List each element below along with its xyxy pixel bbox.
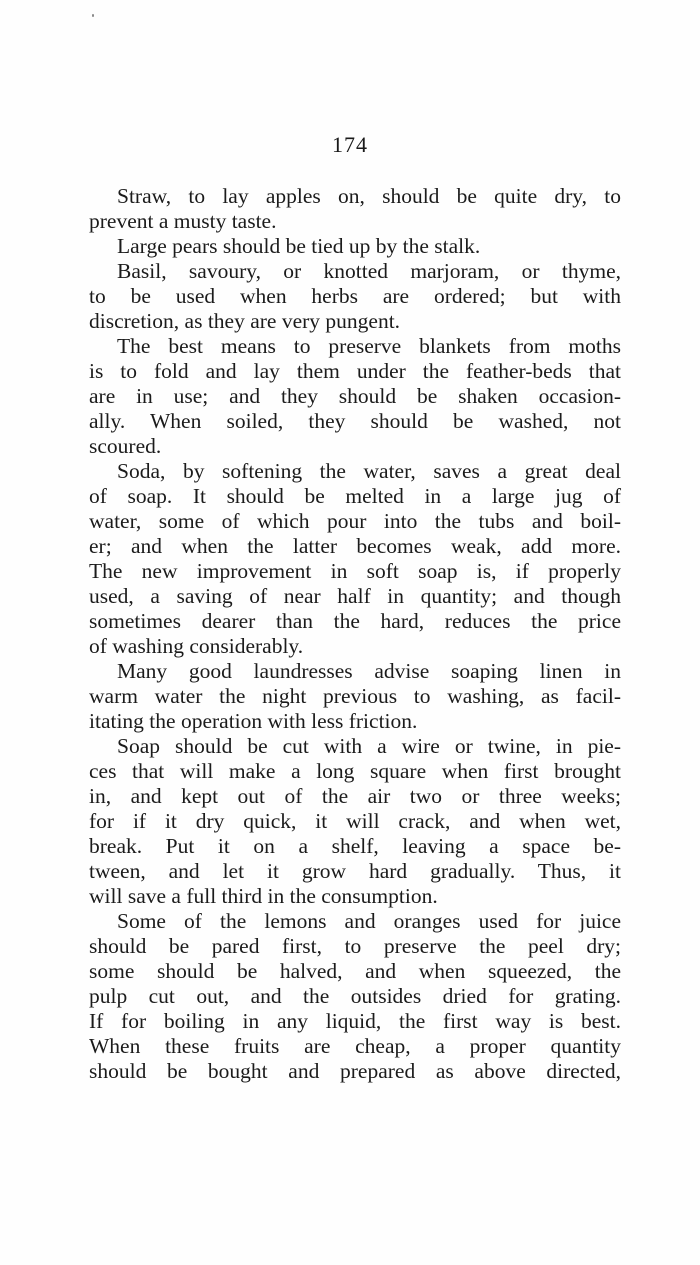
- page-number: 174: [332, 132, 368, 157]
- text-line: prevent a musty taste.: [89, 209, 277, 233]
- text-line: used, a saving of near half in quantity; and though: [89, 584, 621, 608]
- text-line: If for boiling in any liquid, the first way is best.: [89, 1009, 621, 1033]
- text-line: Basil, savoury, or knotted marjoram, or thyme,: [117, 259, 621, 283]
- text-line: er; and when the latter becomes weak, add more.: [89, 534, 621, 558]
- text-line: of soap. It should be melted in a large jug of: [89, 484, 621, 508]
- text-line: break. Put it on a shelf, leaving a space be-: [89, 834, 621, 858]
- text-line: scoured.: [89, 434, 162, 458]
- text-line: to be used when herbs are ordered; but with: [89, 284, 621, 308]
- text-line: warm water the night previous to washing, as facil-: [89, 684, 621, 708]
- text-line: of washing considerably.: [89, 634, 304, 658]
- text-line: itating the operation with less friction.: [89, 709, 418, 733]
- text-line: Soda, by softening the water, saves a great deal: [117, 459, 621, 483]
- text-line: ally. When soiled, they should be washed, not: [89, 409, 621, 433]
- paper-speck: [92, 14, 94, 17]
- text-line: The best means to preserve blankets from moths: [117, 334, 621, 358]
- text-line: The new improvement in soft soap is, if properly: [89, 559, 621, 583]
- text-line: is to fold and lay them under the feather-beds that: [89, 359, 621, 383]
- text-line: discretion, as they are very pungent.: [89, 309, 401, 333]
- text-line: should be pared first, to preserve the peel dry;: [89, 934, 621, 958]
- text-line: pulp cut out, and the outsides dried for grating.: [89, 984, 621, 1008]
- text-line: are in use; and they should be shaken occasion-: [89, 384, 621, 408]
- text-line: in, and kept out of the air two or three weeks;: [89, 784, 621, 808]
- text-line: water, some of which pour into the tubs and boil-: [89, 509, 621, 533]
- text-line: Some of the lemons and oranges used for juice: [117, 909, 621, 933]
- text-line: tween, and let it grow hard gradually. Thus, it: [89, 859, 621, 883]
- text-line: When these fruits are cheap, a proper quantity: [89, 1034, 621, 1058]
- text-line: will save a full third in the consumption.: [89, 884, 438, 908]
- text-line: Straw, to lay apples on, should be quite dry, to: [117, 184, 621, 208]
- text-line: Soap should be cut with a wire or twine, in pie-: [117, 734, 621, 758]
- text-line: sometimes dearer than the hard, reduces the price: [89, 609, 621, 633]
- text-line: should be bought and prepared as above directed,: [89, 1059, 621, 1083]
- text-line: Many good laundresses advise soaping linen in: [117, 659, 621, 683]
- text-line: for if it dry quick, it will crack, and when wet,: [89, 809, 621, 833]
- text-line: some should be halved, and when squeezed, the: [89, 959, 621, 983]
- body-text: [89, 184, 621, 1084]
- text-line: Large pears should be tied up by the stalk.: [117, 234, 481, 258]
- text-line: ces that will make a long square when first brought: [89, 759, 621, 783]
